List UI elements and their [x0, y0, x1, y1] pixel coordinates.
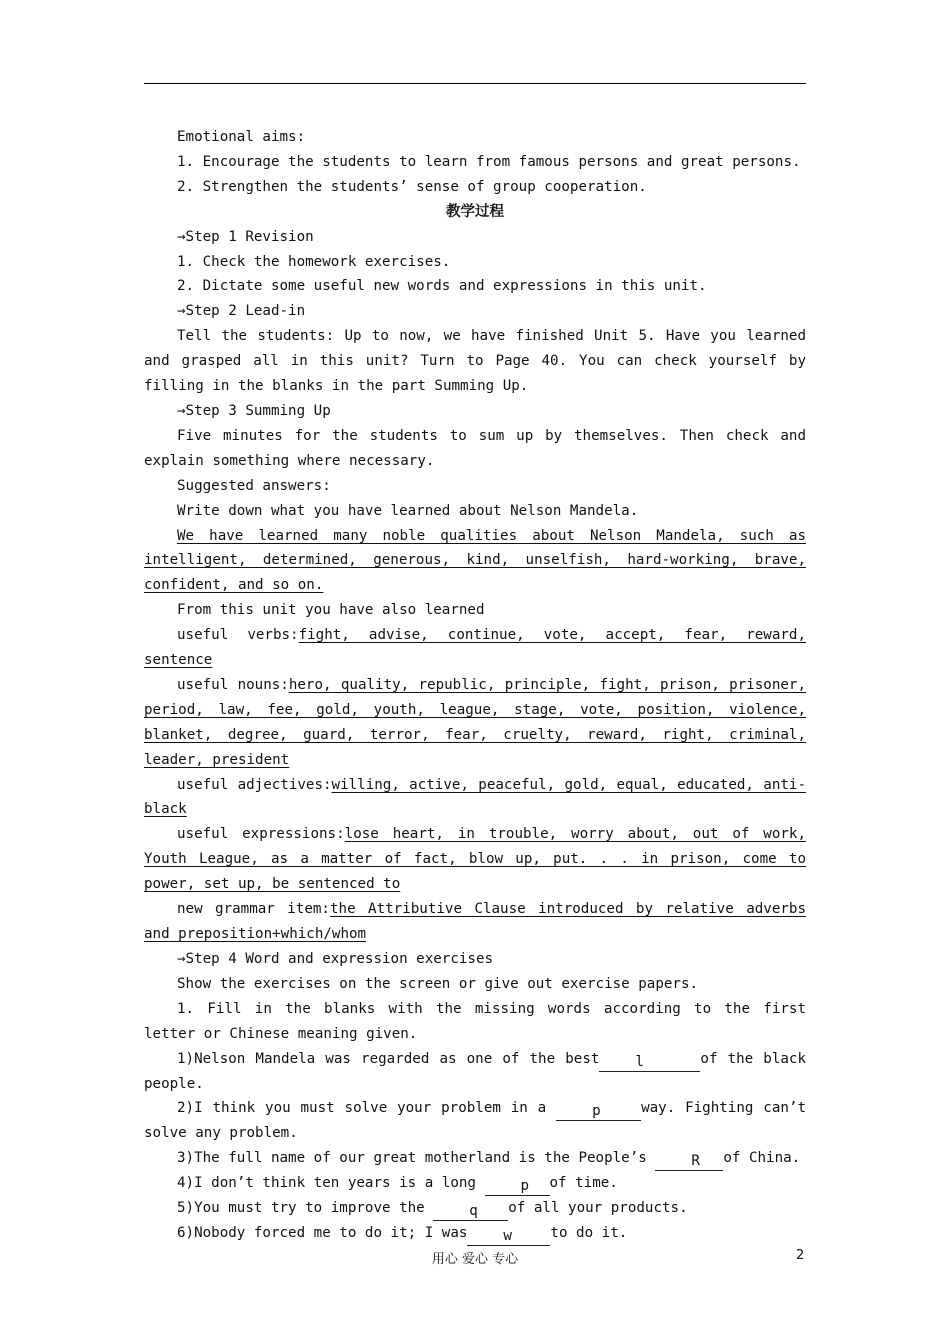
exercise-5-blank: q [433, 1203, 508, 1221]
exercise-item-5 [144, 1196, 806, 1221]
useful-adjectives-list: willing, active, peaceful, gold, equal, educated, anti-black [144, 776, 806, 818]
section-heading: 教学过程 [446, 203, 504, 220]
page-number: 2 [796, 1248, 805, 1263]
exercise-1-text: 1)Nelson Mandela was regarded as one of the best [177, 1050, 600, 1067]
exercise-6-text: 6)Nobody forced me to do it; I was [177, 1225, 468, 1242]
aim-1: 1. Encourage the students to learn from famous persons and great persons. [177, 153, 801, 170]
useful-verbs [144, 623, 806, 673]
useful-verbs-label: useful verbs: [177, 627, 299, 644]
exercise-4-text: 4)I don’t think ten years is a long [177, 1175, 485, 1192]
exercise-item-3 [144, 1146, 806, 1171]
useful-nouns-label: useful nouns: [177, 676, 289, 693]
exercise-3-text: 3)The full name of our great motherland is the People’s [177, 1150, 656, 1167]
suggested-answers-label: Suggested answers: [177, 477, 331, 494]
exercise-1-blank: l [599, 1054, 700, 1072]
exercise-6-blank: w [467, 1228, 550, 1246]
exercise-item-2 [144, 1096, 806, 1146]
useful-nouns-list: hero, quality, republic, principle, fight, prison, prisoner, period, law, fee, gold, youth, league, stage, vote, position, violence, blanket, degree, guard, terror, fear, cruelty, reward, right, criminal, leader, president [144, 676, 806, 768]
grammar-item-label: new grammar item: [177, 901, 330, 918]
exercise-instruction: Show the exercises on the screen or give out exercise papers. [177, 975, 699, 992]
mandela-answer [144, 524, 806, 599]
grammar-item-text: the Attributive Clause introduced by relative adverbs and preposition+which/whom [144, 901, 806, 942]
page-body [144, 125, 806, 1246]
useful-adjectives-label: useful adjectives: [177, 776, 332, 793]
step-3-title: →Step 3 Summing Up [177, 402, 331, 419]
exercise-2-text: 2)I think you must solve your problem in a [177, 1100, 557, 1117]
exercise-2-blank: p [556, 1103, 641, 1121]
exercise-2-tail: way. Fighting can’t solve any problem. [144, 1100, 806, 1142]
exercise-5-text: 5)You must try to improve the [177, 1200, 434, 1217]
lead-in-paragraph: Tell the students: Up to now, we have finished Unit 5. Have you learned and grasped all in this unit? Turn to Page 40. You can check yourself by filling in the blanks in the part Summing Up. [144, 328, 806, 395]
exercise-item-4 [144, 1171, 806, 1196]
useful-verbs-list: fight, advise, continue, vote, accept, fear, reward, sentence [144, 627, 806, 669]
revision-item-2: 2. Dictate some useful new words and expressions in this unit. [177, 278, 707, 295]
useful-adjectives [144, 773, 806, 823]
exercise-6-tail: to do it. [550, 1225, 628, 1242]
mandela-prompt: Write down what you have learned about Nelson Mandela. [177, 502, 639, 519]
useful-expressions-list: lose heart, in trouble, worry about, out of work, Youth League, as a matter of fact, blow up, put. . . in prison, come to power, set up, be sentenced to [144, 826, 806, 893]
header-rule [144, 83, 806, 84]
exercise-4-tail: of time. [549, 1175, 618, 1192]
fill-in-instruction: 1. Fill in the blanks with the missing words according to the first letter or Chinese meaning given. [144, 1000, 806, 1042]
footer-motto: 用心 爱心 专心 [431, 1252, 519, 1267]
revision-item-1: 1. Check the homework exercises. [177, 253, 451, 270]
exercise-4-blank: p [485, 1178, 550, 1196]
step-4-title: →Step 4 Word and expression exercises [177, 950, 494, 967]
emotional-aims-heading: Emotional aims: [177, 129, 306, 145]
also-learned: From this unit you have also learned [177, 602, 485, 619]
exercise-1-tail: of the black people. [144, 1050, 807, 1092]
exercise-3-tail: of China. [723, 1150, 801, 1167]
exercise-5-tail: of all your products. [508, 1200, 688, 1217]
exercise-item-1 [144, 1047, 806, 1097]
step-1-title: →Step 1 Revision [177, 228, 314, 245]
exercise-item-6 [144, 1221, 806, 1246]
step-2-title: →Step 2 Lead-in [177, 303, 306, 320]
useful-nouns [144, 673, 806, 773]
useful-expressions [144, 822, 806, 897]
grammar-item [144, 897, 806, 947]
mandela-answer-text: We have learned many noble qualities about Nelson Mandela, such as intelligent, determined, generous, kind, unselfish, hard-working, brave, confident, and so on. [144, 527, 806, 594]
summing-up-paragraph: Five minutes for the students to sum up by themselves. Then check and explain something where necessary. [144, 427, 806, 469]
exercise-3-blank: R [655, 1153, 723, 1171]
useful-expressions-label: useful expressions: [177, 826, 345, 843]
aim-2: 2. Strengthen the students’ sense of group cooperation. [177, 178, 647, 195]
